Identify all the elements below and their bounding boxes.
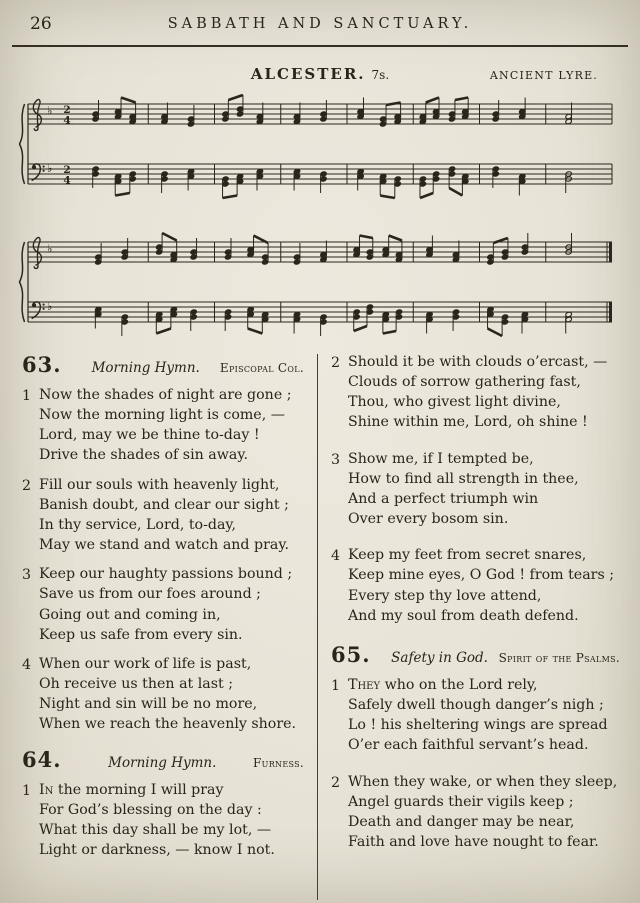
tune-attribution: ANCIENT LYRE. <box>489 69 598 82</box>
hymn-title: Morning Hymn. <box>91 360 200 376</box>
hymn-title: Morning Hymn. <box>108 754 217 771</box>
verse-line: Angel guards their vigils keep ; <box>348 793 574 810</box>
verse-number: 4 <box>331 548 341 565</box>
verse-number: 4 <box>22 656 32 673</box>
verse <box>22 654 304 735</box>
verse <box>22 385 304 466</box>
verse-line: Banish doubt, and clear our sight ; <box>39 496 289 513</box>
verse-line: May we stand and watch and pray. <box>39 537 289 554</box>
verse-line: Death and danger may be near, <box>348 813 575 830</box>
verse-line: Thou, who givest light divine, <box>348 394 561 411</box>
tune-meter: 7s. <box>371 68 390 82</box>
hymn-block <box>22 747 304 861</box>
hymn-block <box>22 352 304 735</box>
verse <box>331 545 620 626</box>
verse-line: How to find all strength in thee, <box>348 470 579 487</box>
verse-line: Oh receive us then at last ; <box>39 676 234 693</box>
verse-line: Fill our souls with heavenly light, <box>39 476 280 493</box>
hymn-attribution: Episcopal Col. <box>219 361 304 375</box>
page-number: 26 <box>30 14 52 34</box>
verse-line: Faith and love have nought to fear. <box>348 833 599 850</box>
hymn-number: 65. <box>331 641 371 667</box>
verse-number: 2 <box>331 355 341 371</box>
music-system <box>20 233 613 336</box>
svg-text:♭: ♭ <box>47 103 53 118</box>
verse <box>331 352 620 433</box>
hymn-heading <box>22 747 304 772</box>
verse-line: Now the shades of night are gone ; <box>39 387 292 403</box>
verse-line: Shine within me, Lord, oh shine ! <box>348 414 588 431</box>
verse <box>331 675 620 756</box>
verse-line: For God’s blessing on the day : <box>39 801 262 818</box>
hymn-number: 64. <box>22 746 62 772</box>
hymn-heading <box>22 352 304 377</box>
verse <box>22 564 304 645</box>
tune-name: ALCESTER. <box>250 65 366 83</box>
verse-line: O’er each faithful servant’s head. <box>348 737 589 754</box>
hymn-block <box>331 352 620 626</box>
right-column <box>331 352 620 900</box>
left-column <box>22 352 304 900</box>
verse-line: What this day shall be my lot, — <box>39 821 272 838</box>
verse-line: Over every bosom sin. <box>348 511 509 528</box>
svg-text:4: 4 <box>63 114 71 127</box>
verse-line: Light or darkness, — know I not. <box>39 841 275 858</box>
running-title: SABBATH AND SANCTUARY. <box>167 16 473 32</box>
verse-line: Lo ! his sheltering wings are spread <box>348 717 608 734</box>
verse-line: Keep mine eyes, O God ! from tears ; <box>348 567 615 584</box>
svg-text:♭: ♭ <box>47 161 53 175</box>
svg-text:♭: ♭ <box>47 241 53 256</box>
verse <box>331 449 620 530</box>
verse-line: Drive the shades of sin away. <box>39 447 248 464</box>
music-system <box>20 95 613 198</box>
verse-number: 1 <box>22 388 32 404</box>
hymn-title: Safety in God. <box>391 649 488 666</box>
column-divider <box>317 354 318 900</box>
hymn-attribution: Spirit of the Psalms. <box>498 650 620 665</box>
verse-line: When our work of life is past, <box>39 655 252 672</box>
verse-line: In thy service, Lord, to-day, <box>39 516 237 533</box>
verse-line: Now the morning light is come, — <box>39 407 285 424</box>
verse <box>22 475 304 556</box>
verse-line: Keep us safe from every sin. <box>39 626 243 643</box>
verse-line: And a perfect triumph win <box>348 490 539 507</box>
verse-number: 1 <box>331 677 341 694</box>
verse-number: 3 <box>22 567 32 584</box>
verse-line: Keep my feet from secret snares, <box>348 547 587 564</box>
hymn-text-area <box>22 352 620 900</box>
verse-line: They who on the Lord rely, <box>348 676 538 693</box>
verse-line: Night and sin will be no more, <box>39 696 258 713</box>
verse-line: Lord, may we be thine to-day ! <box>39 427 260 444</box>
verse-number: 2 <box>22 477 32 494</box>
svg-text:2: 2 <box>63 104 71 116</box>
svg-text:4: 4 <box>63 174 71 187</box>
svg-text:2: 2 <box>63 164 71 176</box>
verse-line: In the morning I will pray <box>39 781 224 798</box>
verse-number: 2 <box>331 774 341 791</box>
first-word-smallcaps: In <box>39 781 54 798</box>
verse <box>331 772 620 853</box>
verse-line: And my soul from death defend. <box>348 607 579 624</box>
verse-line: Safely dwell though danger’s nigh ; <box>348 697 604 714</box>
hymn-heading <box>331 642 620 667</box>
verse-line: Save us from our foes around ; <box>39 586 261 603</box>
verse-line: Show me, if I tempted be, <box>348 450 534 467</box>
verse-line: When they wake, or when they sleep, <box>348 773 618 790</box>
verse-line: When we reach the heavenly shore. <box>39 716 297 733</box>
verse-line: Going out and coming in, <box>39 606 221 623</box>
verse-line: Every step thy love attend, <box>348 587 542 604</box>
verse-number: 1 <box>22 782 32 799</box>
svg-text:♭: ♭ <box>47 299 53 313</box>
verse-line: Keep our haughty passions bound ; <box>39 566 293 583</box>
header-rule <box>12 45 628 47</box>
verse-line: Clouds of sorrow gathering fast, <box>348 374 581 391</box>
music-notation <box>18 84 622 346</box>
hymn-attribution: Furness. <box>253 755 304 770</box>
verse <box>22 780 304 861</box>
hymn-number: 63. <box>22 352 62 377</box>
verse-line: Should it be with clouds o’ercast, — <box>348 354 608 370</box>
hymn-block <box>331 642 620 852</box>
verse-number: 3 <box>331 451 341 468</box>
first-word-smallcaps: They <box>348 676 381 693</box>
